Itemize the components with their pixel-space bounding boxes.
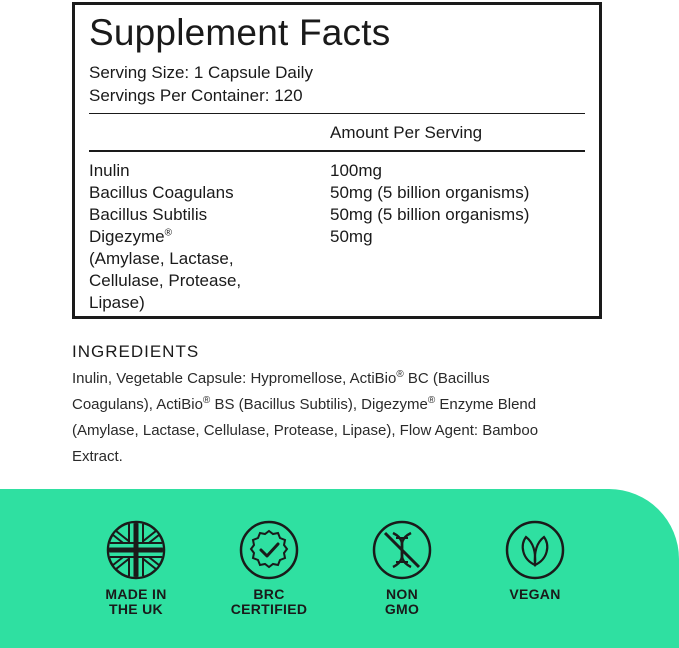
supplement-facts-panel	[72, 2, 602, 319]
ingredient-name: Bacillus Subtilis	[89, 205, 208, 224]
ingredient-name: Inulin	[89, 161, 130, 180]
ingredient-amount: 100mg	[330, 161, 382, 180]
badge-label: BRC CERTIFIED	[230, 586, 308, 617]
ingredient-amount: 50mg (5 billion organisms)	[330, 183, 530, 202]
badge-label: NON GMO	[384, 586, 420, 617]
dna-crossed-icon	[371, 519, 433, 581]
facts-title: Supplement Facts	[89, 12, 391, 53]
registered-mark: ®	[396, 369, 404, 380]
badge-label: MADE IN THE UK	[105, 586, 167, 617]
union-jack-icon	[105, 519, 167, 581]
servings-per-container: Servings Per Container: 120	[89, 86, 303, 105]
ingredients-title: INGREDIENTS	[72, 342, 200, 361]
amount-per-serving-header: Amount Per Serving	[330, 123, 483, 142]
digezyme-detail: (Amylase, Lactase, Cellulase, Protease, Lipase)	[89, 249, 242, 312]
digezyme-name: Digezyme	[89, 227, 165, 246]
divider-top	[89, 113, 585, 114]
ingredients-text	[72, 366, 552, 470]
leaf-icon	[504, 519, 566, 581]
badge-vegan	[475, 519, 595, 602]
serving-size: Serving Size: 1 Capsule Daily	[89, 63, 313, 82]
ingredients-part: BS (Bacillus Subtilis), Digezyme	[210, 396, 428, 413]
ingredients-part: BC (Bacillus Coagulans), ActiBio	[72, 370, 490, 413]
ingredients-part: Enzyme Blend (Amylase, Lactase, Cellulase, Protease, Lipase), Flow Agent: Bamboo Extract.	[72, 396, 539, 465]
registered-mark: ®	[427, 395, 436, 406]
badge-brc-certified	[209, 519, 329, 617]
ingredients-part: Inulin, Vegetable Capsule: Hypromellose, ActiBio	[72, 370, 397, 387]
badge-label: VEGAN	[509, 586, 561, 602]
ingredient-amount: 50mg (5 billion organisms)	[330, 205, 530, 224]
registered-mark: ®	[202, 395, 211, 406]
certified-check-icon	[238, 519, 300, 581]
ingredient-name	[89, 226, 172, 248]
badge-non-gmo	[342, 519, 462, 617]
registered-mark: ®	[164, 227, 172, 239]
ingredient-name: Bacillus Coagulans	[89, 183, 234, 202]
divider-header	[89, 150, 585, 152]
ingredient-amount: 50mg	[330, 227, 373, 246]
badge-made-in-uk	[76, 519, 196, 617]
